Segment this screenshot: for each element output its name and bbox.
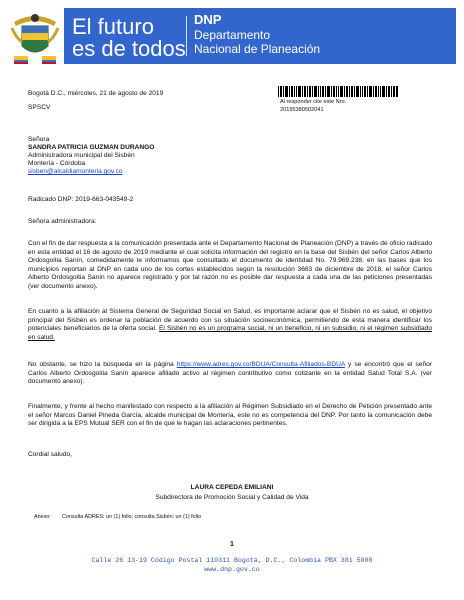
banner-divider xyxy=(186,16,187,56)
paragraph-3-start: No obstante, se hizo la búsqueda en la página xyxy=(28,361,174,368)
colombia-coat-of-arms-icon xyxy=(10,8,60,64)
tagline-line1: El futuro xyxy=(72,14,154,39)
paragraph-4: Finalmente, y frente al hecho manifestado con respecto a la afiliación al Régimen Subsidiado en el Derecho de Petición presentado ante el señor Marcos Daniel Pineda García, alcalde municipal de Montería, este no es competencia del DNP. Por tanto la comunicación debe ser dirigida a la EPS Mutual SER con el fin de que le hagan las aclaraciones pertinentes. xyxy=(28,403,432,428)
recipient-name: SANDRA PATRICIA GUZMAN DURANGO xyxy=(28,144,155,151)
paragraph-2-text: En cuanto a la afiliación al Sistema General de Seguridad Social en Salud, es importante aclarar que el Sisbén no es salud, el objetivo principal del Sisbén es ordenar la población de acuerdo con su situación socioeconómica, permitiendo de esta manera identificar los potenciales beneficiarios de la oferta social. xyxy=(28,308,432,333)
barcode-icon xyxy=(278,86,398,97)
radicado-number: 20195380502041 xyxy=(280,107,324,113)
salutation-title: Señora xyxy=(28,136,50,143)
greeting: Señora administradora: xyxy=(28,218,97,225)
radicado-reference: Radicado DNP: 2019-663-043549-2 xyxy=(28,196,134,203)
paragraph-3-end: y se encontró que el señor Carlos Alberto Ordosgoitia Sanín aparece afiliado activo al régimen contributivo como cotizante en la entidad Salud Total S.A. (ver documento anexo). xyxy=(28,361,432,386)
paragraph-2-emphasis: El Sisbén no es un programa social, ni un beneficio, ni un subsidio, ni el régimen subsidiado en salud. xyxy=(28,325,432,341)
annex-text: Consulta ADRES: un (1) folio; consulta Sisbén: un (1) folio xyxy=(62,514,202,520)
org-name-line1: Departamento xyxy=(194,28,271,42)
footer-website[interactable]: www.dnp.gov.co xyxy=(204,566,260,573)
footer-address: Calle 26 13-19 Código Postal 110311 Bogotá, D.C., Colombia PBX 381 5000 xyxy=(91,557,373,564)
recipient-location: Montería - Córdoba xyxy=(28,160,86,167)
org-abbr: DNP xyxy=(194,12,222,27)
recipient-email-link[interactable]: sisben@alcaldiamonteria.gov.co xyxy=(28,168,123,175)
recipient-role: Administradora municipal del Sisbén xyxy=(28,152,135,159)
org-name-line2: Nacional de Planeación xyxy=(194,42,321,56)
header-banner xyxy=(64,8,456,64)
paragraph-2 xyxy=(28,308,432,342)
dept-code: SPSCV xyxy=(28,104,51,111)
tagline-line2: es de todos xyxy=(72,36,186,61)
closing: Cordial saludo, xyxy=(28,451,72,458)
reply-note: Al responder cite este Nro. xyxy=(280,99,347,105)
signer-title: Subdirectora de Promoción Social y Calidad de Vida xyxy=(155,494,309,501)
adres-link[interactable]: https://www.adres.gov.co/BDUA/Consulta-Afiliados-BDUA xyxy=(176,361,345,368)
signer-name: LAURA CEPEDA EMILIANI xyxy=(190,484,274,491)
letter-date: Bogotá D.C., miércoles, 21 de agosto de 2019 xyxy=(28,90,164,97)
paragraph-3 xyxy=(28,361,432,387)
annex-label: Anexo: xyxy=(34,514,51,520)
page-number: 1 xyxy=(230,541,234,548)
paragraph-1: Con el fin de dar respuesta a la comunicación presentada ante el Departamento Nacional de Planeación (DNP) a través de oficio radicado en esta entidad el 16 de agosto de 2019 mediante el cual solicita información del registro en la base del Sisbén del señor Carlos Alberto Ordosgoitia Sanín, comedidamente le informamos que consultado el documento de identidad No. 79.969.238, en las bases que los municipios reportan al DNP en cada uno de los cortes establecidos según la resolución 3663 de diciembre de 2018, el señor Carlos Alberto Ordosgoitia Sanín no aparece registrado y por tal razón no es posible dar respuesta a cada una de las peticiones presentadas (ver documento anexo). xyxy=(28,240,432,290)
